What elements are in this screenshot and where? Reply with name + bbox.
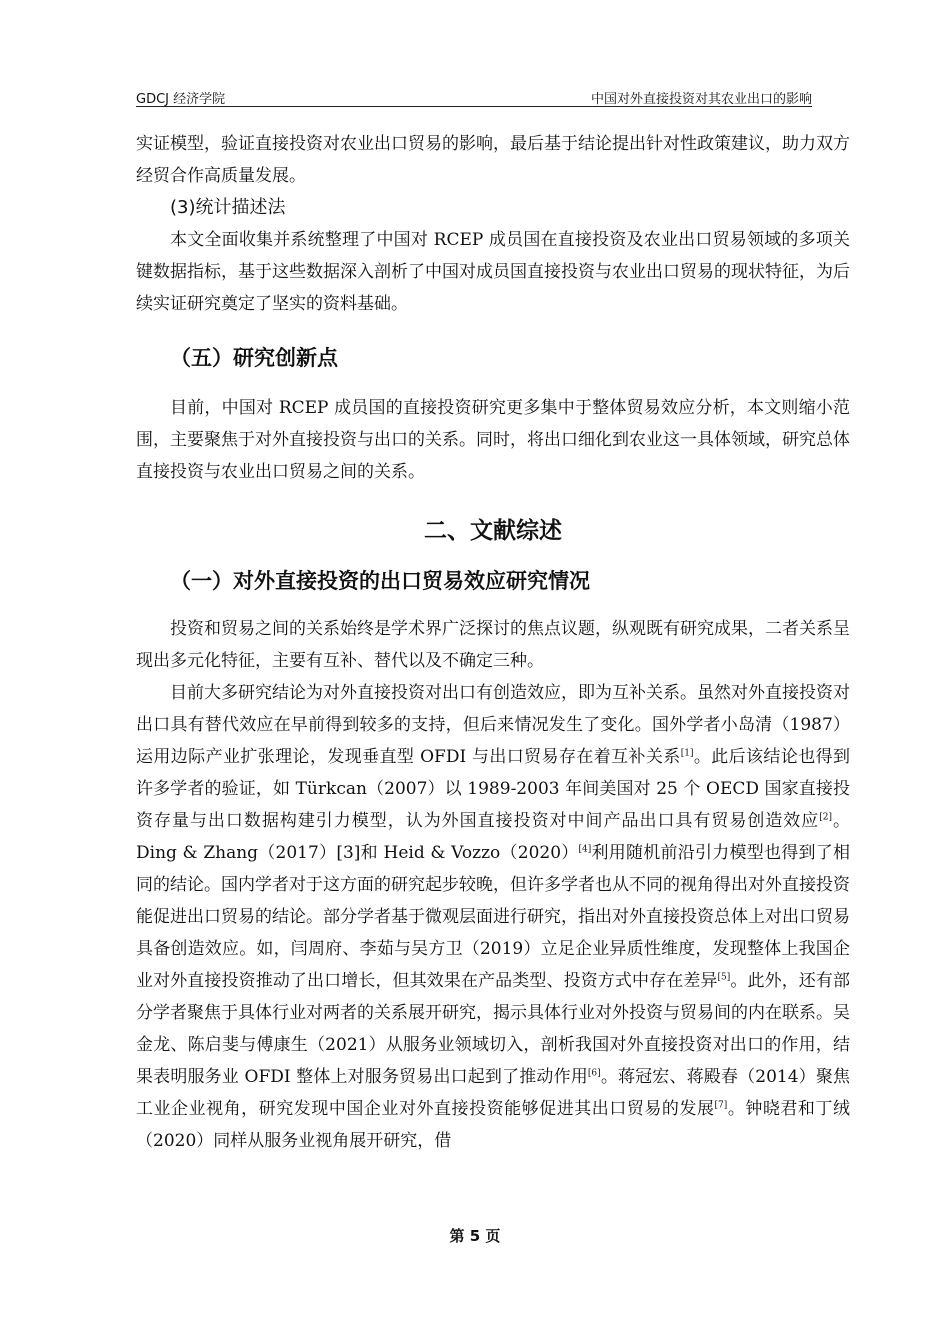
page-header <box>136 86 812 107</box>
paragraph-statistical-method: 本文全面收集并系统整理了中国对 RCEP 成员国在直接投资及农业出口贸易领域的多项关键数据指标，基于这些数据深入剖析了中国对成员国直接投资与农业出口贸易的现状特征，为后续实证研究奠定了坚实的资料基础。 <box>136 230 850 314</box>
chapter-title: 二、文献综述 <box>424 518 562 544</box>
header-institution: GDCJ 经济学院 <box>136 92 226 107</box>
citation-5: [5] <box>717 972 731 983</box>
paragraph-innovation: 目前，中国对 RCEP 成员国的直接投资研究更多集中于整体贸易效应分析，本文则缩小范围，主要聚焦于对外直接投资与出口的关系。同时，将出口细化到农业这一具体领域，研究总体直接投资与农业出口贸易之间的关系。 <box>136 398 850 482</box>
heading-innovation: （五）研究创新点 <box>170 346 338 370</box>
page-body <box>136 128 850 1157</box>
citation-4: [4] <box>578 844 592 855</box>
subheading-statistical-method: (3)统计描述法 <box>170 197 286 218</box>
citation-6: [6] <box>587 1068 601 1079</box>
paragraph-literature: 目前大多研究结论为对外直接投资对出口有创造效应，即为互补关系。虽然对外直接投资对出口具有替代效应在早前得到较多的支持，但后来情况发生了变化。国外学者小岛清（1987）运用边际产业扩张理论，发现垂直型 OFDI 与出口贸易存在着互补关系[1]。此后该结论也得到许多学者的验证，如 Türkcan（2007）以 1989-2003 年间美国对 25 个 OECD 国家直接投资存量与出口数据构建引力模型，认为外国直接投资对中间产品出口具有贸易创造效应[2]。Ding & Zhang（2017）[3]和 Heid & Vozzo（2020）[4]利用随机前沿引力模型也得到了相同的结论。国内学者对于这方面的研究起步较晚，但许多学者也从不同的视角得出对外直接投资能促进出口贸易的结论。部分学者基于微观层面进行研究，指出对外直接投资总体上对出口贸易具备创造效应。如，闫周府、李茹与吴方卫（2019）立足企业异质性维度，发现整体上我国企业对外直接投资推动了出口增长，但其效果在产品类型、投资方式中存在差异[5]。此外，还有部分学者聚焦于具体行业对两者的关系展开研究，揭示具体行业对外投资与贸易间的内在联系。吴金龙、陈启斐与傅康生（2021）从服务业领域切入，剖析我国对外直接投资对出口的作用，结果表明服务业 OFDI 整体上对服务贸易出口起到了推动作用[6]。蒋冠宏、蒋殿春（2014）聚焦工业企业视角，研究发现中国企业对外直接投资能够促进其出口贸易的发展[7]。钟晓君和丁绒（2020）同样从服务业视角展开研究，借 <box>136 683 851 1151</box>
section-title: （一）对外直接投资的出口贸易效应研究情况 <box>170 569 590 593</box>
citation-1: [1] <box>680 748 694 759</box>
header-paper-title: 中国对外直接投资对其农业出口的影响 <box>590 92 812 107</box>
citation-7: [7] <box>714 1100 728 1111</box>
citation-2: [2] <box>819 812 833 823</box>
paragraph-relation: 投资和贸易之间的关系始终是学术界广泛探讨的焦点议题，纵观既有研究成果，二者关系呈现出多元化特征，主要有互补、替代以及不确定三种。 <box>136 619 850 671</box>
page-number: 第 5 页 <box>449 1227 501 1245</box>
paragraph-intro: 实证模型，验证直接投资对农业出口贸易的影响，最后基于结论提出针对性政策建议，助力双方经贸合作高质量发展。 <box>136 134 850 186</box>
